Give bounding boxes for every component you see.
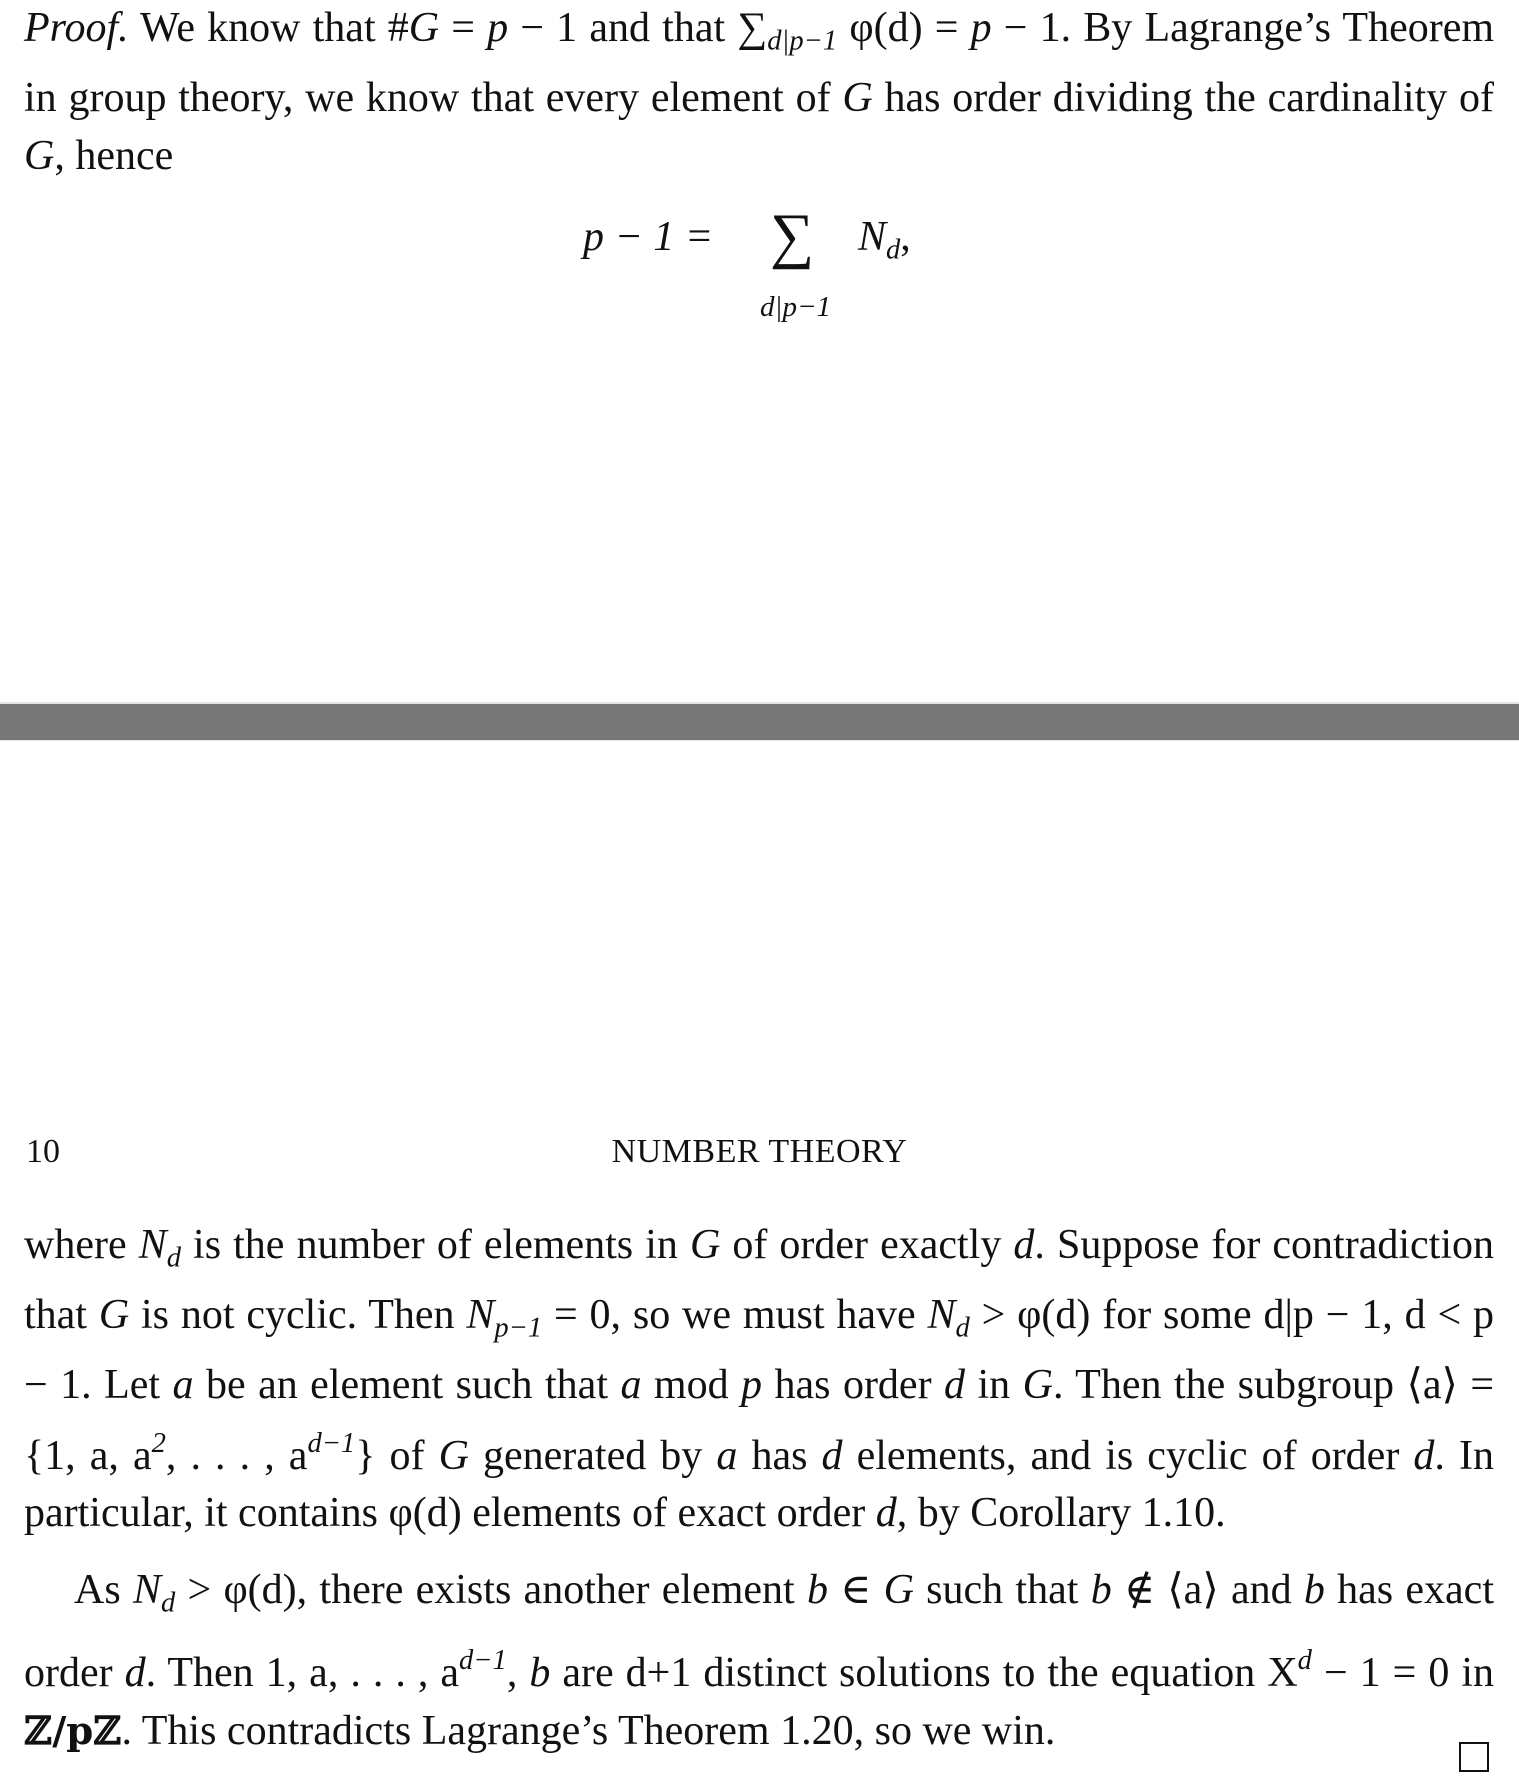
proof-continuation-paragraph: where $N_d$ is the number of elements in G of order exactly d. Suppose for contradiction that G is not cyclic. Then $N_{p-1} = 0$, so we must have $N_d > \varphi(d)$ for some d|p − 1, d < p − 1. Let a be an element such that a mod p has order d in G. Then the subgroup ⟨a⟩ = {1, a, $a^2$, . . . , $a^{d-1}$} of G generated by a has d elements, and is cyclic of order d. In particular, it contains φ(d) elements of exact order d, by Corollary 1.10. bbox=[24, 1222, 1495, 1537]
display-equation bbox=[0, 202, 1519, 325]
proof-paragraph: Proof. We know that #G = p − 1 and that $\sum_{d|p-1}$ φ(d) = p − 1. By Lagrange’s Theorem in group theory, we know that every element of G has order dividing the cardinality of G, hence bbox=[24, 5, 1495, 179]
equation-rhs: $N_d$, bbox=[858, 214, 911, 266]
final-paragraph: As $N_d > \varphi(d)$, there exists another element b ∈ G such that b ∉ ⟨a⟩ and b has exact order d. Then 1, a, . . . , $a^{d-1}$, b are d+1 distinct solutions to the equation $X^d - 1 = 0$ in ℤ/pℤ. This contradicts Lagrange’s Theorem 1.20, so we win. bbox=[24, 1567, 1495, 1754]
page-number: 10 bbox=[26, 1133, 60, 1170]
proof-label: Proof. bbox=[24, 5, 129, 51]
qed-square-icon bbox=[1459, 1742, 1489, 1772]
equation-lhs: p − 1 = bbox=[583, 214, 714, 260]
summation-index: d|p−1 bbox=[760, 291, 832, 323]
running-head bbox=[0, 1132, 1519, 1172]
page-top bbox=[0, 0, 1519, 700]
page-break-divider bbox=[0, 700, 1519, 741]
running-title: NUMBER THEORY bbox=[611, 1133, 908, 1170]
summation-sign: ∑ bbox=[770, 202, 815, 270]
